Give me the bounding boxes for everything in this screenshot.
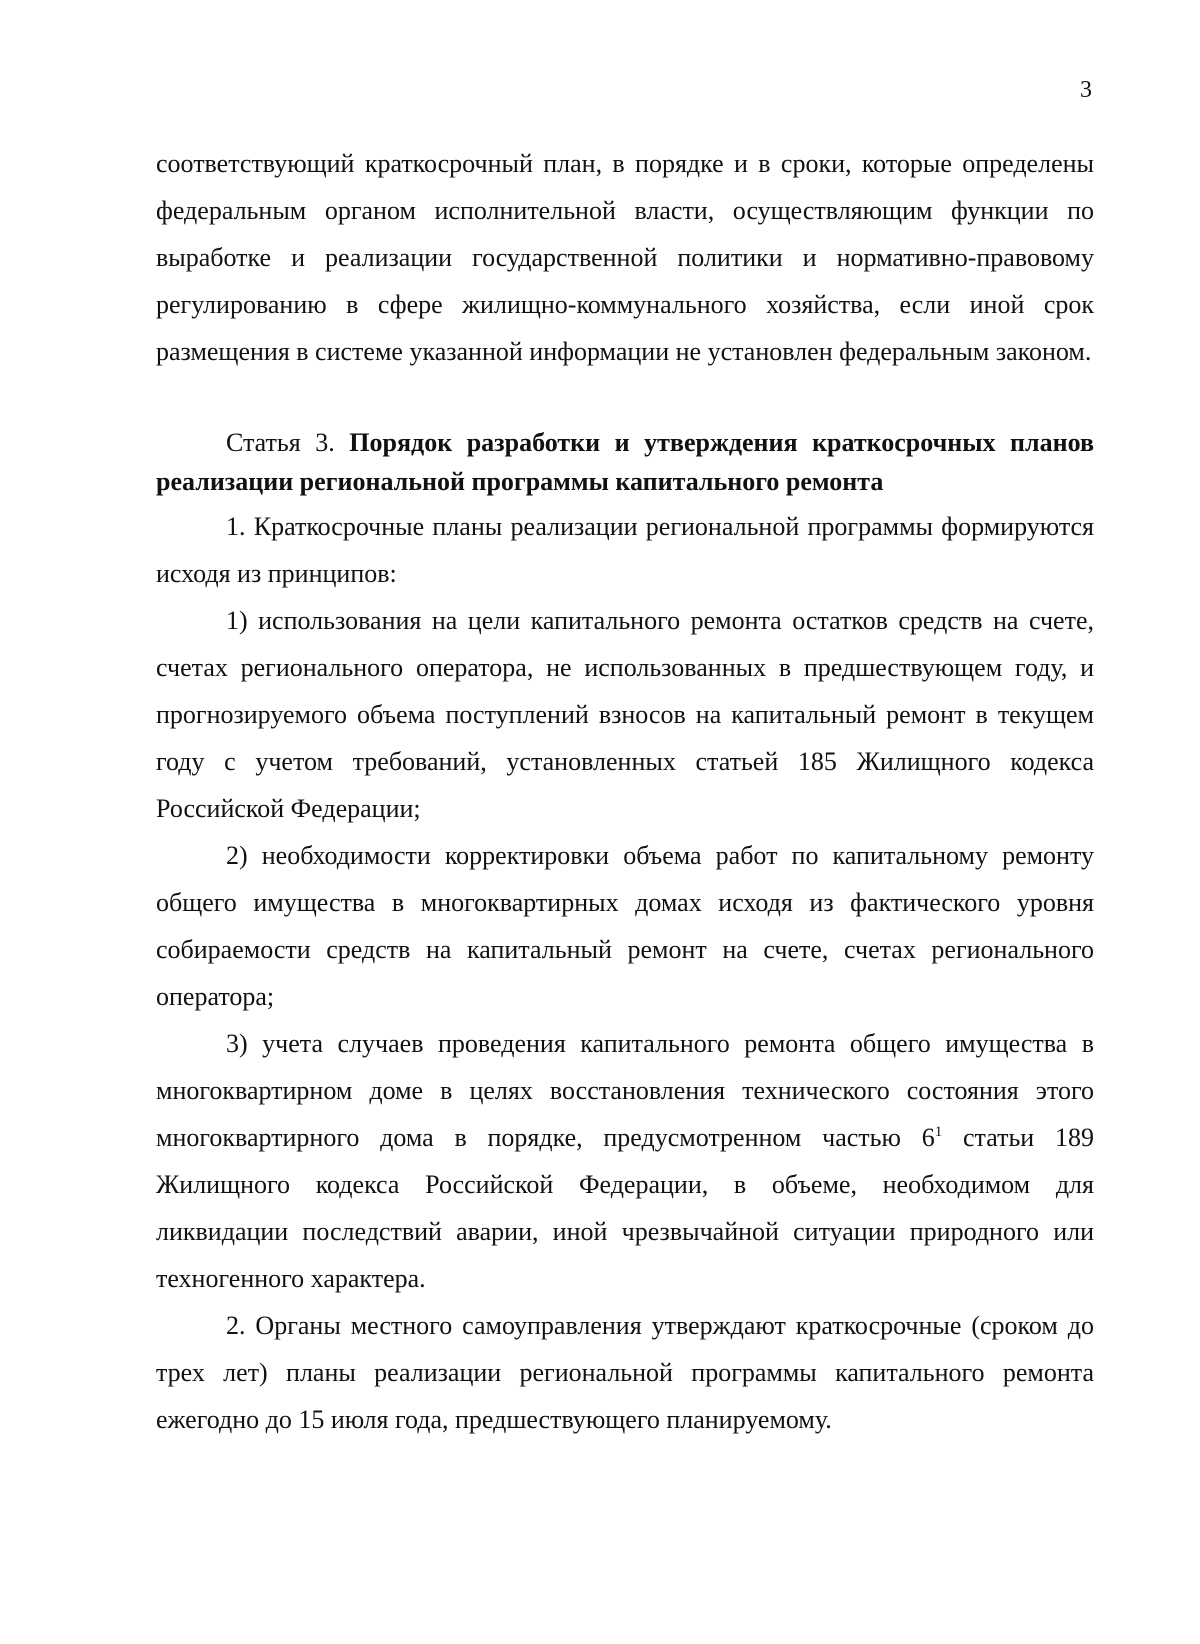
sub-item-3-text-start: 3) учета случаев проведения капитального ремонта общего имущества в многоквартирном доме в целях восстановления технического состояния этого многоквартирного дома в порядке, предусмотренном частью 6 [156,1029,1094,1152]
page-number: 3 [1080,77,1092,103]
item-1-intro: 1. Краткосрочные планы реализации региональной программы формируются исходя из принципов: [156,512,1094,588]
sub-item-3 [156,1020,1094,1302]
article-label: Статья 3. [226,428,335,457]
intro-paragraph: соответствующий краткосрочный план, в порядке и в сроки, которые определены федеральным органом исполнительной власти, осуществляющим функции по выработке и реализации государственной политики и нормативно-правовому регулированию в сфере жилищно-коммунального хозяйства, если иной срок размещения в системе указанной информации не установлен федеральным законом. [156,149,1094,366]
document-body [156,140,1094,1443]
superscript-one: 1 [934,1124,943,1140]
item-2: 2. Органы местного самоуправления утверждают краткосрочные (сроком до трех лет) планы реализации региональной программы капитального ремонта ежегодно до 15 июля года, предшествующего планируемому. [156,1311,1094,1434]
sub-item-3-text-end: статьи 189 Жилищного кодекса Российской Федерации, в объеме, необходимом для ликвидации последствий аварии, иной чрезвычайной ситуации природного или техногенного характера. [156,1123,1094,1293]
sub-item-2: 2) необходимости корректировки объема работ по капитальному ремонту общего имущества в многоквартирных домах исходя из фактического уровня собираемости средств на капитальный ремонт на счете, счетах регионального оператора; [156,841,1094,1011]
article-heading [156,423,1094,501]
sub-item-1: 1) использования на цели капитального ремонта остатков средств на счете, счетах регионального оператора, не использованных в предшествующем году, и прогнозируемого объема поступлений взносов на капитальный ремонт в текущем году с учетом требований, установленных статьей 185 Жилищного кодекса Российской Федерации; [156,606,1094,823]
article-title: Порядок разработки и утверждения краткосрочных планов реализации региональной программы капитального ремонта [156,428,1094,496]
